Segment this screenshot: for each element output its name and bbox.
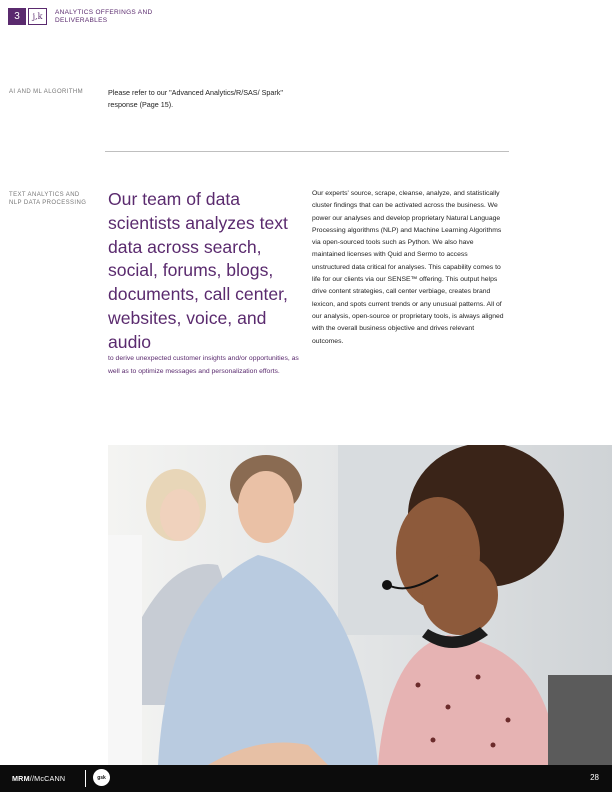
- headline: Our team of data scientists analyzes text data across search, social, forums, blogs, documents, call center, websites, voice, and audio: [108, 189, 288, 352]
- section-header: [8, 8, 165, 25]
- gsk-logo: gsk: [93, 769, 110, 786]
- mrm-mccann-logo: [12, 774, 65, 783]
- section-number-badge: 3: [8, 8, 26, 25]
- footer-divider: [85, 770, 86, 787]
- photo-illustration: [108, 445, 612, 765]
- page-footer: [0, 765, 612, 792]
- brand-bold: MRM: [12, 774, 30, 783]
- body-text: Our experts' source, scrape, cleanse, analyze, and statistically cluster findings that can be activated across the business. We power our analyses and develop proprietary Natural Language Processing algorithms (NLP) and Machine Learning Algorithms via open-sourced tools such as Python. We also have maintained licenses with Quid and Sermo to access unstructured data critical for analyses. This capability comes to life for our clients via our SENSE™ offering. This output helps drive content strategies, call center verbiage, creates brand lexicon, and spots current trends or any unusual patterns. All of our analysis, open-source or proprietary tools, is always aligned with the overall business objective and drives relevant outcomes.: [312, 190, 504, 345]
- ai-ml-text: Please refer to our "Advanced Analytics/R/SAS/ Spark" response (Page 15).: [108, 88, 283, 109]
- section-title: ANALYTICS OFFERINGS AND DELIVERABLES: [55, 9, 153, 24]
- text-analytics-label: TEXT ANALYTICS AND NLP DATA PROCESSING: [9, 192, 87, 206]
- section-tab-label: j,k: [28, 8, 47, 25]
- page-number: 28: [590, 773, 599, 782]
- brand-rest: //McCANN: [29, 774, 66, 783]
- call-center-photo: [108, 445, 612, 765]
- subheadline: to derive unexpected customer insights and/or opportunities, as well as to optimize messages and personalization efforts.: [108, 355, 299, 375]
- section-divider: [105, 151, 509, 152]
- ai-ml-label: AI AND ML ALGORITHM: [9, 89, 84, 95]
